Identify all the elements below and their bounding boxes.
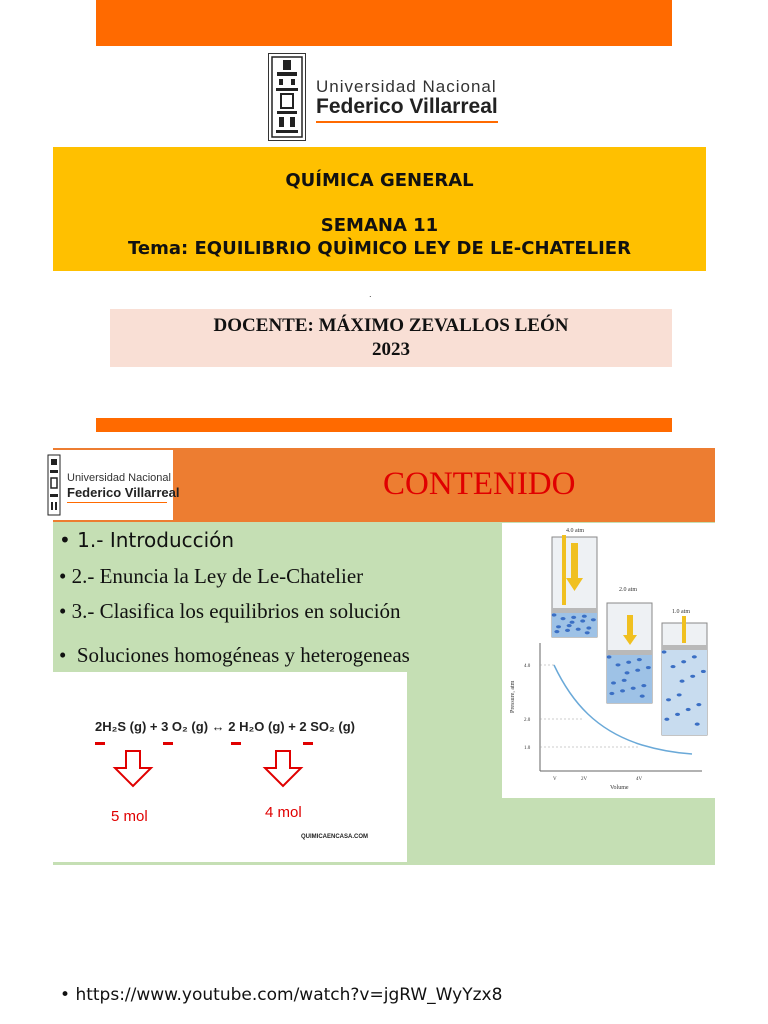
gas-particle	[585, 631, 590, 634]
equation-image	[53, 672, 407, 862]
gas-particle	[664, 718, 669, 721]
gas-particle	[565, 629, 570, 632]
logo-line1: Universidad Nacional	[316, 77, 497, 96]
dot-text: .	[369, 290, 372, 299]
gas-particle	[554, 630, 559, 633]
youtube-link[interactable]: • https://www.youtube.com/watch?v=jgRW_WyYzx8	[60, 985, 503, 1005]
gas-particle	[692, 655, 697, 658]
xtick-2: 2V	[581, 777, 588, 782]
gas-particle	[620, 689, 625, 692]
gas-particle	[567, 624, 572, 627]
ytick-1: 4.0	[524, 664, 531, 669]
pressure-volume-figure	[502, 523, 715, 798]
watermark: QUIMICAENCASA.COM	[301, 834, 368, 840]
gas-particle	[677, 693, 682, 696]
teacher-name: DOCENTE: MÁXIMO ZEVALLOS LEÓN	[213, 315, 569, 336]
gas-particle	[571, 616, 576, 619]
gas-particle	[637, 658, 642, 661]
bullet-4: • Soluciones homogéneas y heterogeneas	[59, 643, 410, 667]
y-axis-label: Pressure, atm	[510, 680, 516, 713]
gas-particle	[641, 684, 646, 687]
gas-particle	[686, 708, 691, 711]
university-seal-icon	[268, 53, 306, 141]
small-logo-line2: Federico Villarreal	[67, 485, 180, 500]
pressure-label-2: 2.0 atm	[619, 587, 637, 593]
small-seal-icon	[47, 454, 61, 516]
pressure-label-3: 1.0 atm	[672, 609, 690, 615]
logo-line2: Federico Villarreal	[316, 95, 498, 118]
gas-particle	[626, 661, 631, 664]
content-slide	[53, 448, 715, 865]
logo-underline	[316, 121, 498, 123]
university-logo	[268, 53, 503, 143]
gas-particle	[696, 703, 701, 706]
gas-particle	[635, 669, 640, 672]
gas-particle	[675, 713, 680, 716]
topic-title: Tema: EQUILIBRIO QUÌMICO LEY DE LE-CHATELIER	[128, 238, 631, 259]
small-logo-underline	[67, 502, 167, 503]
gas-particle	[561, 617, 566, 620]
bullet-3: • 3.- Clasifica los equilibrios en solución	[59, 599, 401, 623]
bullet-2: • 2.- Enuncia la Ley de Le-Chatelier	[59, 564, 364, 588]
gas-particle	[552, 613, 557, 616]
gas-particle	[640, 695, 645, 698]
gas-particle	[616, 663, 621, 666]
gas-particle	[611, 681, 616, 684]
bullet-1: • 1.- Introducción	[59, 528, 235, 552]
gas-particle	[609, 692, 614, 695]
left-mol-label: 5 mol	[111, 808, 148, 825]
week-title: SEMANA 11	[320, 215, 439, 236]
gas-particle	[576, 628, 581, 631]
gas-particle	[662, 650, 667, 653]
ytick-3: 1.0	[524, 746, 531, 751]
gas-particle	[680, 680, 685, 683]
gas-particle	[690, 675, 695, 678]
gas-particle	[622, 679, 627, 682]
gas-particle	[570, 621, 575, 624]
small-logo-line1: Universidad Nacional	[67, 472, 171, 484]
cylinder-2	[607, 603, 653, 703]
gas-particle	[580, 619, 585, 622]
gas-particle	[695, 722, 700, 725]
xtick-1: V	[553, 777, 557, 782]
gas-particle	[556, 625, 561, 628]
gas-particle	[681, 660, 686, 663]
gas-particle	[586, 626, 591, 629]
course-title: QUÍMICA GENERAL	[285, 170, 474, 191]
contenido-heading: CONTENIDO	[383, 466, 576, 502]
gas-particle	[701, 670, 706, 673]
right-mol-label: 4 mol	[265, 804, 302, 821]
gas-particle	[671, 665, 676, 668]
gas-particle	[631, 687, 636, 690]
top-orange-bar	[96, 0, 672, 46]
x-axis-label: Volume	[610, 785, 629, 791]
small-university-logo	[43, 450, 180, 520]
gas-particle	[625, 671, 630, 674]
pressure-label-1: 4.0 atm	[566, 528, 584, 534]
gas-particle	[666, 698, 671, 701]
gas-particle	[646, 666, 651, 669]
ytick-2: 2.0	[524, 718, 531, 723]
middle-orange-bar	[96, 418, 672, 432]
teacher-box	[110, 309, 672, 367]
xtick-3: 4V	[636, 777, 643, 782]
cylinder-1	[552, 535, 598, 637]
gas-particle	[582, 615, 587, 618]
gas-particle	[591, 618, 596, 621]
reaction-equation: 2H₂S (g) + 3 O₂ (g) ↔ 2 H₂O (g) + 2 SO₂ (g)	[95, 719, 356, 734]
gas-particle	[607, 655, 612, 658]
cylinder-3	[662, 616, 708, 735]
year: 2023	[372, 339, 410, 360]
title-box	[53, 147, 706, 271]
